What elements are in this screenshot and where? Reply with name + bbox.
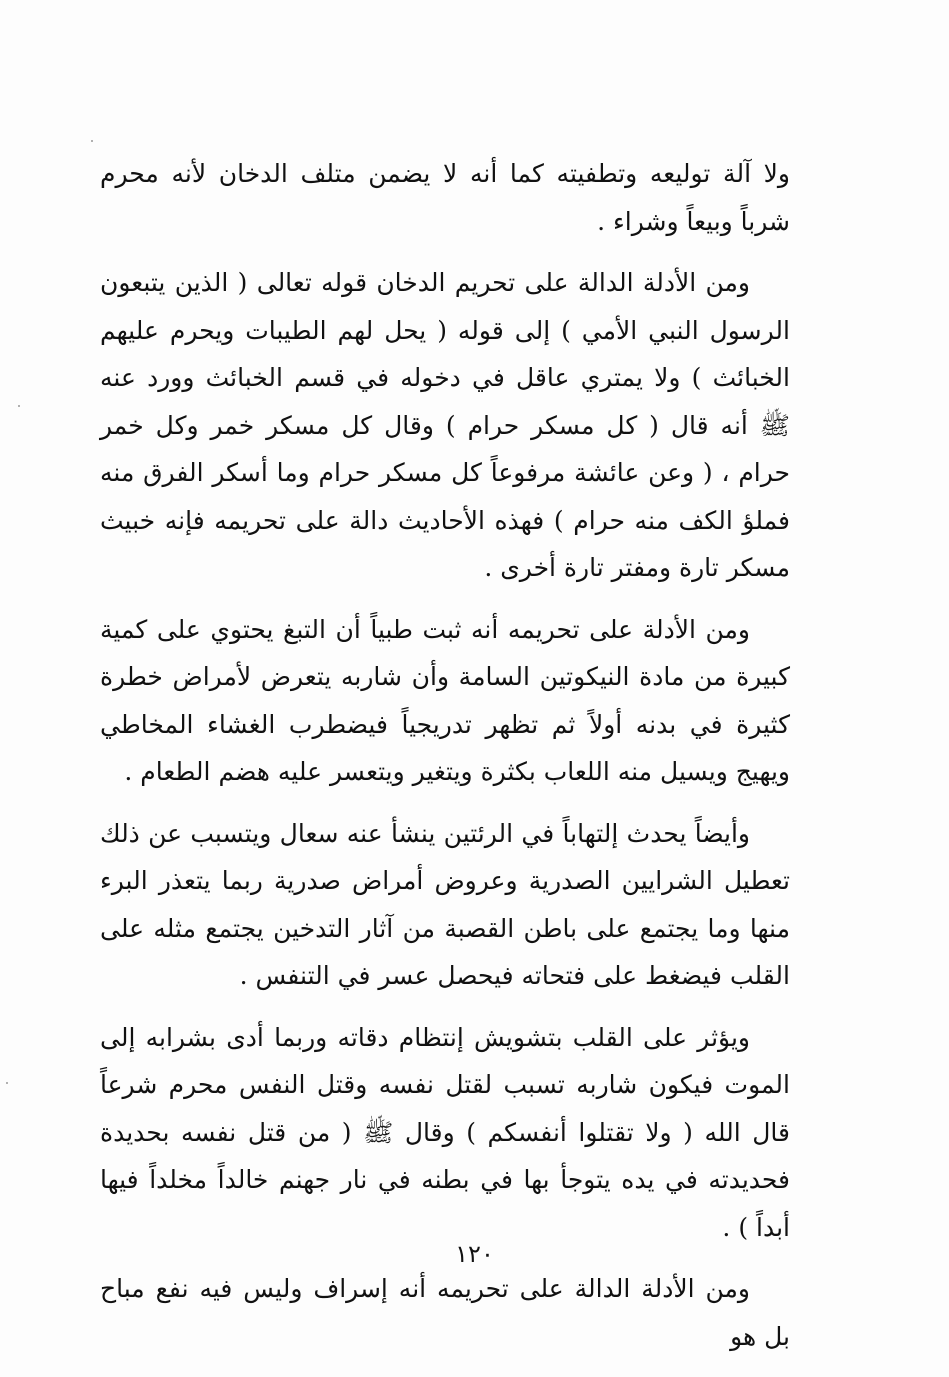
paragraph: ومن الأدلة الدالة على تحريم الدخان قوله تعالى ( الذين يتبعون الرسول النبي الأمي ) إلى قوله ( يحل لهم الطيبات ويحرم عليهم الخبائث ) ولا يمتري عاقل في دخوله في قسم الخبائث وورد عنه ﷺ أنه قال ( كل مسكر حرام ) وقال كل مسكر خمر وكل خمر حرام ، ( وعن عائشة مرفوعاً كل مسكر حرام وما أسكر الفرق منه فملؤ الكف منه حرام ) فهذه الأحاديث دالة على تحريمه فإنه خبيث مسكر تارة ومفتر تارة أخرى . bbox=[100, 268, 790, 582]
scan-speck bbox=[18, 405, 20, 407]
paragraph: ولا آلة توليعه وتطفيته كما أنه لا يضمن متلف الدخان لأنه محرم شرباً وبيعاً وشراء . bbox=[100, 159, 790, 236]
paragraph: ومن الأدلة الدالة على تحريمه أنه إسراف وليس فيه نفع مباح بل هو bbox=[100, 1274, 790, 1351]
paragraph: وأيضاً يحدث إلتهاباً في الرئتين ينشأ عنه سعال ويتسبب عن ذلك تعطيل الشرايين الصدرية وعروض أمراض صدرية ربما يتعذر البرء منها وما يجتمع على باطن القصبة من آثار التدخين يجتمع مثله على القلب فيضغط على فتحاته فيحصل عسر في التنفس . bbox=[100, 818, 790, 990]
scan-speck bbox=[91, 140, 93, 142]
paragraph: ويؤثر على القلب بتشويش إنتظام دقاته وربما أدى بشرابه إلى الموت فيكون شاربه تسبب لقتل نفسه وقتل النفس محرم شرعاً قال الله ( ولا تقتلوا أنفسكم ) وقال ﷺ ( من قتل نفسه بحديدة فحديدته في يده يتوجأ بها في بطنه في نار جهنم خالداً مخلداً فيها أبداً ) . bbox=[100, 1022, 790, 1242]
scan-speck bbox=[6, 1082, 8, 1084]
paragraph: ومن الأدلة على تحريمه أنه ثبت طبياً أن التبغ يحتوي على كمية كبيرة من مادة النيكوتين السامة وأن شاربه يتعرض لأمراض خطرة كثيرة في بدنه أولاً ثم تظهر تدريجياً فيضطرب الغشاء المخاطي ويهيج ويسيل منه اللعاب بكثرة ويتغير ويتعسر عليه هضم الطعام . bbox=[100, 614, 790, 786]
body-text bbox=[100, 150, 790, 1374]
page-number: ١٢٠ bbox=[455, 1240, 494, 1268]
